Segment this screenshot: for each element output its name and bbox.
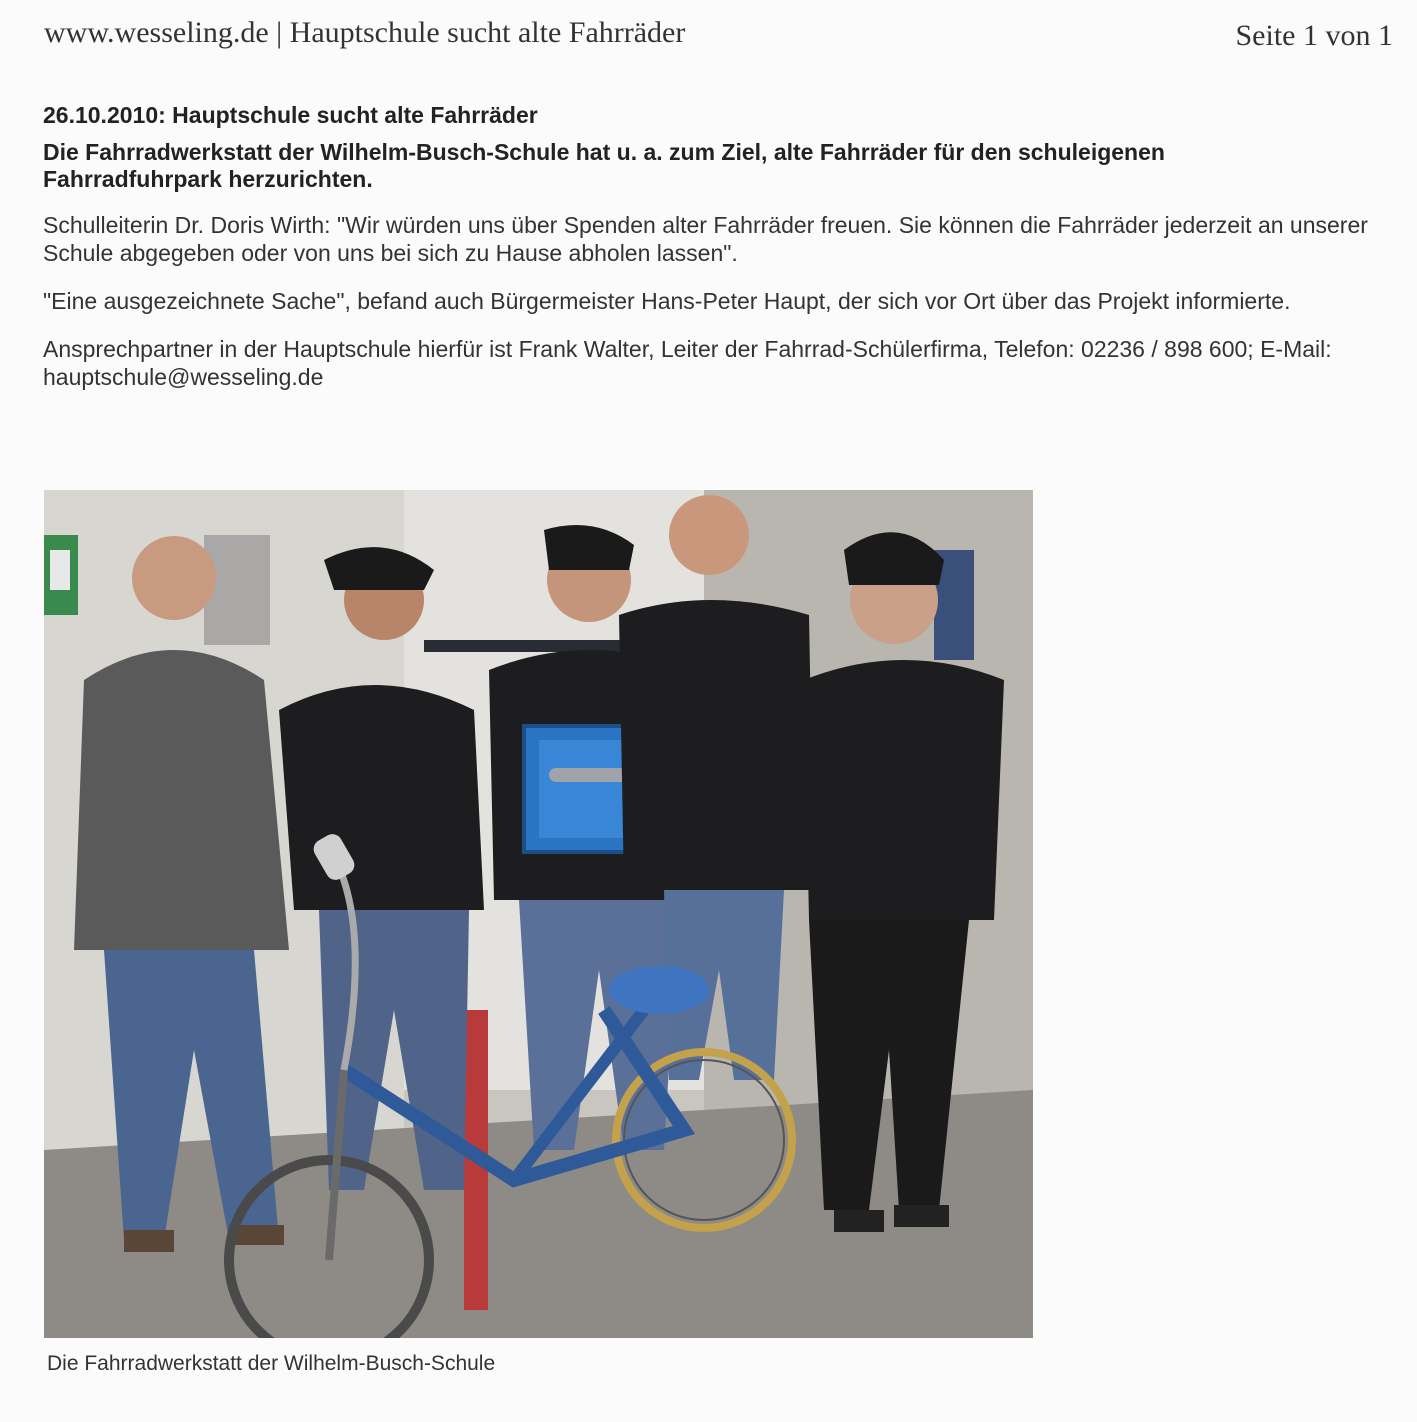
page-number: Seite 1 von 1	[1235, 19, 1393, 52]
photo-illustration	[44, 490, 1033, 1338]
article	[43, 100, 1393, 391]
article-headline: 26.10.2010: Hauptschule sucht alte Fahrräder	[43, 102, 538, 128]
paragraph-quote: Schulleiterin Dr. Doris Wirth: "Wir würden uns über Spenden alter Fahrräder freuen. Sie können die Fahrräder jederzeit an unserer Schule abgegeben oder von uns bei sich zu Hause abholen lassen".	[43, 212, 1368, 266]
paragraph-mayor: "Eine ausgezeichnete Sache", befand auch Bürgermeister Hans-Peter Haupt, der sich vor Ort über das Projekt informierte.	[43, 288, 1291, 314]
article-photo	[44, 490, 1033, 1338]
page-header-title: www.wesseling.de | Hauptschule sucht alte Fahrräder	[44, 16, 686, 49]
photo-caption: Die Fahrradwerkstatt der Wilhelm-Busch-Schule	[47, 1352, 496, 1375]
paragraph-contact: Ansprechpartner in der Hauptschule hierfür ist Frank Walter, Leiter der Fahrrad-Schülerfirma, Telefon: 02236 / 898 600; E-Mail: hauptschule@wesseling.de	[43, 336, 1332, 390]
article-lead: Die Fahrradwerkstatt der Wilhelm-Busch-Schule hat u. a. zum Ziel, alte Fahrräder für den schuleigenen Fahrradfuhrpark herzurichten.	[43, 139, 1165, 192]
